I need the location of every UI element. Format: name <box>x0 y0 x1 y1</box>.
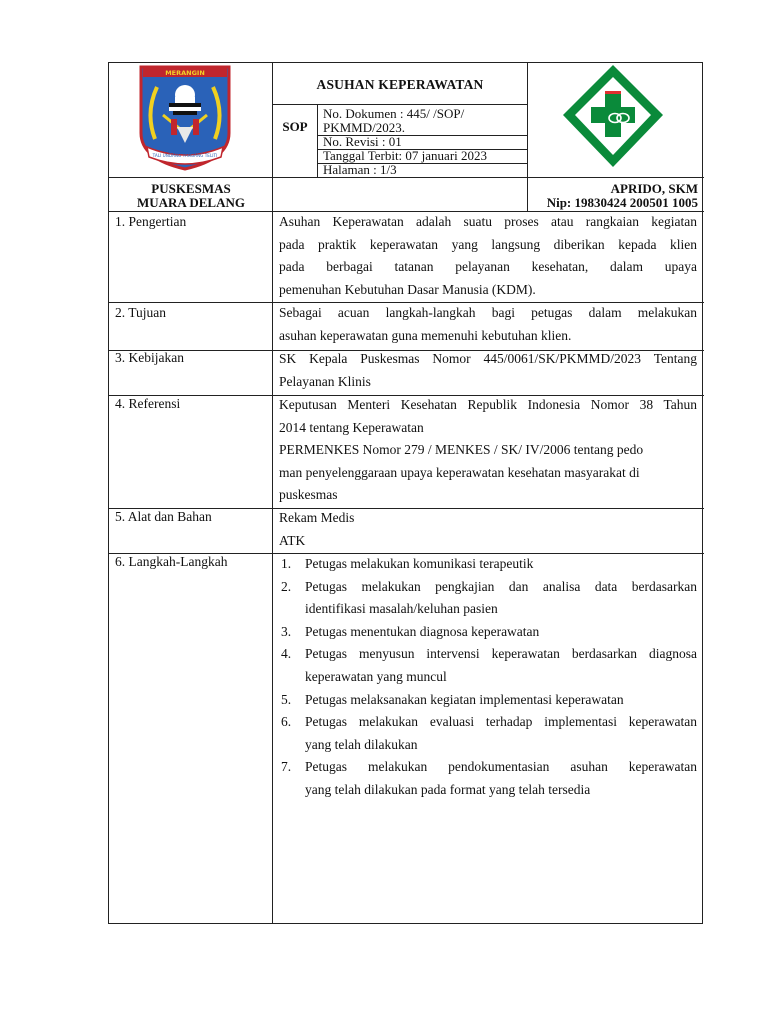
section-body-kebijakan <box>279 348 697 393</box>
text-line: Sebagai acuan langkah-langkah bagi petugas dalam melakukan <box>279 305 697 320</box>
text-line: Asuhan Keperawatan adalah suatu proses atau rangkaian kegiatan <box>279 214 697 229</box>
doc-number-line2: PKMMD/2023. <box>323 120 405 135</box>
text-line: pemenuhan Kebutuhan Dasar Manusia (KDM). <box>279 281 536 297</box>
section-label-kebijakan: 3. Kebijakan <box>115 350 184 365</box>
step-text: Petugas melakukan pendokumentasian asuhan keperawatan <box>305 759 697 775</box>
section-body-alat-bahan <box>279 507 697 552</box>
text-line: Pelayanan Klinis <box>279 373 371 389</box>
text-line: asuhan keperawatan guna memenuhi kebutuhan klien. <box>279 327 572 343</box>
organization-line1: PUSKESMAS <box>151 181 231 196</box>
step-text: Petugas menentukan diagnosa keperawatan <box>305 623 540 639</box>
text-line: pada praktik keperawatan yang langsung diberikan kepada klien <box>279 236 697 252</box>
divider <box>317 104 318 177</box>
section-label-tujuan: 2. Tujuan <box>115 305 167 320</box>
text-line: puskesmas <box>279 487 338 502</box>
list-item <box>279 553 697 576</box>
issue-date: Tanggal Terbit: 07 januari 2023 <box>323 148 488 163</box>
emblem-ribbon-text: TALI UNDANG TAMBANG TELITI <box>152 153 218 158</box>
section-body-tujuan <box>279 302 697 347</box>
signer-name: APRIDO, SKM <box>610 181 698 196</box>
list-item <box>279 756 697 801</box>
step-number: 3. <box>281 623 292 639</box>
step-number: 1. <box>281 556 292 571</box>
step-text: yang telah dilakukan pada format yang telah tersedia <box>305 781 591 797</box>
procedure-steps-list <box>279 553 697 802</box>
doc-number-line1: No. Dokumen : 445/ /SOP/ <box>323 106 465 121</box>
section-label-referensi: 4. Referensi <box>115 396 181 411</box>
list-item <box>279 689 697 712</box>
text-line: SK Kepala Puskesmas Nomor 445/0061/SK/PKMMD/2023 Tentang <box>279 351 697 366</box>
step-text: Petugas melakukan pengkajian dan analisa data berdasarkan <box>305 578 697 594</box>
section-label-alat-bahan: 5. Alat dan Bahan <box>115 509 212 524</box>
text-line: pada berbagai tatanan pelayanan kesehatan, dalam upaya <box>279 259 697 274</box>
organization-line2: MUARA DELANG <box>137 195 245 210</box>
text-line: PERMENKES Nomor 279 / MENKES / SK/ IV/2006 tentang pedo <box>279 442 644 457</box>
signer-nip: Nip: 19830424 200501 1005 <box>546 195 698 210</box>
step-text: Petugas melaksanakan kegiatan implementasi keperawatan <box>305 691 624 707</box>
step-text: Petugas melakukan evaluasi terhadap implementasi keperawatan <box>305 714 697 730</box>
step-text: Petugas menyusun intervensi keperawatan berdasarkan diagnosa <box>305 646 697 662</box>
list-item <box>279 643 697 688</box>
text-line: ATK <box>279 532 306 548</box>
text-line: man penyelenggaraan upaya keperawatan kesehatan masyarakat di <box>279 464 640 480</box>
section-label-langkah: 6. Langkah-Langkah <box>115 554 228 569</box>
text-line: Rekam Medis <box>279 510 355 525</box>
list-item <box>279 576 697 621</box>
divider <box>109 177 704 178</box>
emblem-top-text: MERANGIN <box>165 69 205 77</box>
divider <box>272 104 527 105</box>
step-number: 7. <box>281 759 292 775</box>
step-number: 5. <box>281 691 292 707</box>
step-text: yang telah dilakukan <box>305 736 418 752</box>
signer-block <box>527 182 704 210</box>
puskesmas-cross-logo <box>561 63 665 171</box>
step-number: 4. <box>281 646 292 662</box>
section-body-referensi <box>279 394 697 507</box>
step-text: Petugas melakukan komunikasi terapeutik <box>305 556 534 571</box>
text-line: Keputusan Menteri Kesehatan Republik Indonesia Nomor 38 Tahun <box>279 397 697 412</box>
list-item <box>279 621 697 644</box>
document-title: ASUHAN KEPERAWATAN <box>316 77 484 92</box>
step-text: keperawatan yang muncul <box>305 668 447 684</box>
page-number: Halaman : 1/3 <box>323 162 397 177</box>
step-number: 2. <box>281 578 292 594</box>
sop-label: SOP <box>282 119 308 134</box>
step-text: identifikasi masalah/keluhan pasien <box>305 601 498 617</box>
list-item <box>279 711 697 756</box>
revision-number: No. Revisi : 01 <box>323 134 402 149</box>
text-line: 2014 tentang Keperawatan <box>279 419 424 435</box>
merangin-emblem-logo <box>133 63 237 171</box>
organization-name <box>109 182 273 210</box>
sop-document <box>108 62 703 924</box>
section-label-pengertian: 1. Pengertian <box>115 214 187 229</box>
step-number: 6. <box>281 714 292 730</box>
section-body-pengertian <box>279 211 697 301</box>
